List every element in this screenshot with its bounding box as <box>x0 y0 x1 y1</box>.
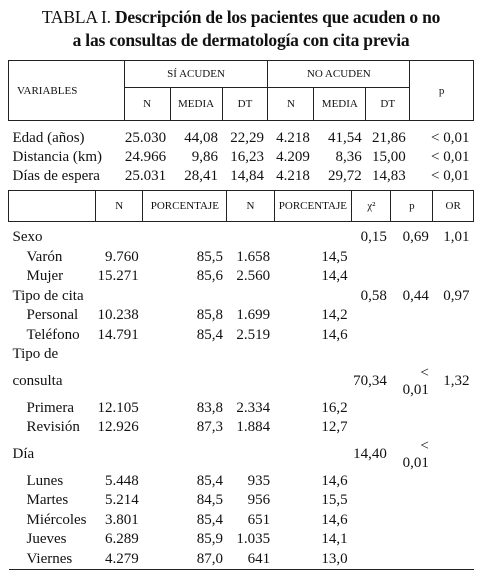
cell: 85,6 <box>196 268 223 285</box>
cell: 0,97 <box>443 287 470 304</box>
cell <box>143 345 227 365</box>
cell <box>433 530 474 550</box>
cell: 0,44 <box>402 287 429 304</box>
cell: 2.519 <box>236 326 271 343</box>
subheader-media-si: MEDIA <box>170 88 222 121</box>
row-label: Días de espera <box>12 168 100 184</box>
cell: 0,58 <box>360 287 387 304</box>
row-label: Jueves <box>26 531 67 548</box>
row-label: Personal <box>26 307 79 324</box>
cell: 1,01 <box>443 229 470 246</box>
cell <box>391 399 433 419</box>
table-row <box>9 530 474 550</box>
cell: 1.658 <box>236 248 271 265</box>
cell: 5.214 <box>105 492 139 509</box>
cell: 14,40 <box>353 446 387 462</box>
variables-header: VARIABLES <box>9 61 125 121</box>
cell <box>391 326 433 346</box>
table-row <box>9 491 474 511</box>
header-p: p <box>391 191 433 222</box>
cell <box>96 365 143 399</box>
row-label: Viernes <box>9 550 96 570</box>
table-row <box>9 222 474 248</box>
cell <box>433 267 474 287</box>
cell: 15.271 <box>97 268 139 285</box>
cell <box>391 267 433 287</box>
row-label: Martes <box>26 492 69 509</box>
cell: 85,9 <box>196 531 223 548</box>
table-row <box>9 167 474 190</box>
group-header-no: NO ACUDEN <box>268 61 410 88</box>
cell: 14.791 <box>97 326 139 343</box>
cell: 13,0 <box>274 550 352 570</box>
cell <box>391 306 433 326</box>
cell: 2.560 <box>236 268 271 285</box>
row-label: Lunes <box>26 472 64 489</box>
cell <box>352 248 391 268</box>
cell <box>433 306 474 326</box>
row-label: Sexo <box>12 229 43 246</box>
cell: 2.334 <box>236 399 271 416</box>
categorical-table <box>8 190 474 570</box>
cell <box>433 399 474 419</box>
cell <box>96 345 143 365</box>
row-label: Edad (años) <box>12 130 85 146</box>
title-text-1: Descripción de los pacientes que acuden o no <box>114 7 441 27</box>
subheader-n-si: N <box>124 88 170 121</box>
cell <box>433 491 474 511</box>
categorical-table-body <box>9 222 474 570</box>
cell: 16,2 <box>321 399 348 416</box>
cell: 41,54 <box>328 130 362 146</box>
cell: 29,72 <box>328 168 362 184</box>
cell <box>227 365 274 399</box>
table-row <box>9 365 474 399</box>
cell: 85,4 <box>196 511 223 528</box>
row-label: Distancia (km) <box>12 149 103 165</box>
cell: 6.289 <box>105 531 139 548</box>
cell <box>352 326 391 346</box>
cell: 15,5 <box>321 492 348 509</box>
cell <box>433 550 474 570</box>
header-or: OR <box>433 191 474 222</box>
header-n-no: N <box>227 191 274 222</box>
cell: 84,5 <box>196 492 223 509</box>
cell: 28,41 <box>184 168 219 184</box>
row-label: Tipo de cita <box>12 287 84 304</box>
table-row <box>9 550 474 570</box>
table-title-line-1 <box>0 6 482 29</box>
cell: < 0,01 <box>431 168 470 184</box>
cell <box>96 438 143 472</box>
cell <box>433 326 474 346</box>
cell: 87,0 <box>143 550 227 570</box>
cell: < 0,01 <box>431 149 470 165</box>
table-row <box>9 345 474 365</box>
table-title-line-2 <box>0 29 482 52</box>
cell <box>274 222 352 248</box>
cell: 5.448 <box>105 472 139 489</box>
cell <box>274 438 352 472</box>
row-label: Revisión <box>26 419 80 436</box>
row-label: Tipo de <box>12 346 59 363</box>
cell: 651 <box>247 511 271 528</box>
cell: 14,2 <box>321 307 348 324</box>
cell <box>352 306 391 326</box>
cell <box>433 418 474 438</box>
cell: < 0,01 <box>431 130 470 146</box>
cell <box>352 491 391 511</box>
cell: 935 <box>247 472 271 489</box>
table-title <box>0 6 482 52</box>
cell: 10.238 <box>97 307 139 324</box>
cell: 0,69 <box>402 229 429 246</box>
cell <box>143 287 227 307</box>
row-label: consulta <box>12 373 63 389</box>
cell <box>352 530 391 550</box>
cell <box>391 248 433 268</box>
cell: 21,86 <box>371 130 406 146</box>
cell: < 0,01 <box>402 437 429 471</box>
cell: 15,00 <box>371 149 406 165</box>
cell: 12,7 <box>321 419 348 436</box>
table-row <box>9 267 474 287</box>
cell: 14,4 <box>321 268 348 285</box>
cell: 85,5 <box>196 248 223 265</box>
cell <box>96 287 143 307</box>
subheader-media-no: MEDIA <box>314 88 366 121</box>
table-row <box>9 511 474 531</box>
cell: 22,29 <box>230 130 264 146</box>
cell: 9,86 <box>191 149 219 165</box>
row-label: Día <box>12 446 35 462</box>
subheader-n-no: N <box>268 88 314 121</box>
cell: 641 <box>227 550 274 570</box>
table-row <box>9 121 474 149</box>
group-header-si: SÍ ACUDEN <box>124 61 268 88</box>
cell <box>433 345 474 365</box>
cell <box>352 511 391 531</box>
cell <box>274 345 352 365</box>
cell <box>391 491 433 511</box>
title-text-2: a las consultas de dermatología con cita previa <box>72 30 410 50</box>
cell <box>274 365 352 399</box>
cell <box>227 345 274 365</box>
cell: 4.209 <box>276 149 310 165</box>
cell: 87,3 <box>196 419 223 436</box>
cell <box>433 438 474 472</box>
table-row <box>9 248 474 268</box>
cell <box>433 511 474 531</box>
table-row <box>9 399 474 419</box>
cell: 14,6 <box>321 472 348 489</box>
cell <box>227 222 274 248</box>
cell: 14,5 <box>321 248 348 265</box>
cell: 85,4 <box>196 472 223 489</box>
cell <box>391 472 433 492</box>
cell: 85,4 <box>196 326 223 343</box>
row-label: Mujer <box>26 268 64 285</box>
cell <box>274 287 352 307</box>
cell: 9.760 <box>105 248 139 265</box>
table-number: TABLA I. <box>41 7 111 27</box>
cell: 25.031 <box>124 168 167 184</box>
header-porcentaje-si: PORCENTAJE <box>143 191 227 222</box>
cell: < 0,01 <box>402 364 429 398</box>
table-row <box>9 148 474 167</box>
cell: 12.926 <box>97 419 139 436</box>
summary-table <box>8 60 474 190</box>
cell: 4.279 <box>96 550 143 570</box>
cell: 956 <box>247 492 271 509</box>
table-row <box>9 326 474 346</box>
cell: 4.218 <box>276 168 310 184</box>
cell: 16,23 <box>230 149 264 165</box>
cell <box>143 222 227 248</box>
cell: 0,15 <box>360 229 387 246</box>
cell: 14,84 <box>230 168 264 184</box>
cell: 83,8 <box>196 399 223 416</box>
cell <box>352 472 391 492</box>
row-label: Varón <box>26 248 63 265</box>
header-cell <box>9 191 96 222</box>
subheader-dt-si: DT <box>222 88 268 121</box>
header-chi2: χ² <box>352 191 391 222</box>
row-label: Primera <box>26 399 74 416</box>
header-n-si: N <box>96 191 143 222</box>
cell <box>352 418 391 438</box>
cell: 1,32 <box>443 373 470 389</box>
cell: 14,83 <box>371 168 406 184</box>
cell: 3.801 <box>105 511 139 528</box>
table-row <box>9 418 474 438</box>
cell: 25.030 <box>124 130 167 146</box>
cell <box>391 345 433 365</box>
table-row <box>9 438 474 472</box>
table-row <box>9 287 474 307</box>
cell <box>352 267 391 287</box>
cell <box>143 365 227 399</box>
cell <box>352 399 391 419</box>
cell <box>227 438 274 472</box>
cell: 8,36 <box>335 149 362 165</box>
cell: 14,1 <box>321 531 348 548</box>
table-row <box>9 472 474 492</box>
subheader-dt-no: DT <box>366 88 410 121</box>
cell: 44,08 <box>184 130 219 146</box>
cell <box>391 511 433 531</box>
cell <box>433 248 474 268</box>
cell <box>391 550 433 570</box>
cell <box>433 472 474 492</box>
cell: 12.105 <box>97 399 139 416</box>
cell: 1.699 <box>236 307 271 324</box>
cell <box>143 438 227 472</box>
header-porcentaje-no: PORCENTAJE <box>274 191 352 222</box>
cell <box>352 550 391 570</box>
row-label: Miércoles <box>26 511 87 528</box>
cell: 1.884 <box>236 419 271 436</box>
cell <box>227 287 274 307</box>
cell: 70,34 <box>353 373 387 389</box>
cell: 14,6 <box>321 511 348 528</box>
cell: 4.218 <box>276 130 310 146</box>
cell: 14,6 <box>321 326 348 343</box>
p-header: p <box>410 61 474 121</box>
row-label: Teléfono <box>26 326 80 343</box>
cell <box>352 345 391 365</box>
cell <box>391 530 433 550</box>
cell: 24.966 <box>124 149 167 165</box>
table-row <box>9 306 474 326</box>
cell <box>391 418 433 438</box>
cell: 85,8 <box>196 307 223 324</box>
cell: 1.035 <box>236 531 271 548</box>
cell <box>96 222 143 248</box>
